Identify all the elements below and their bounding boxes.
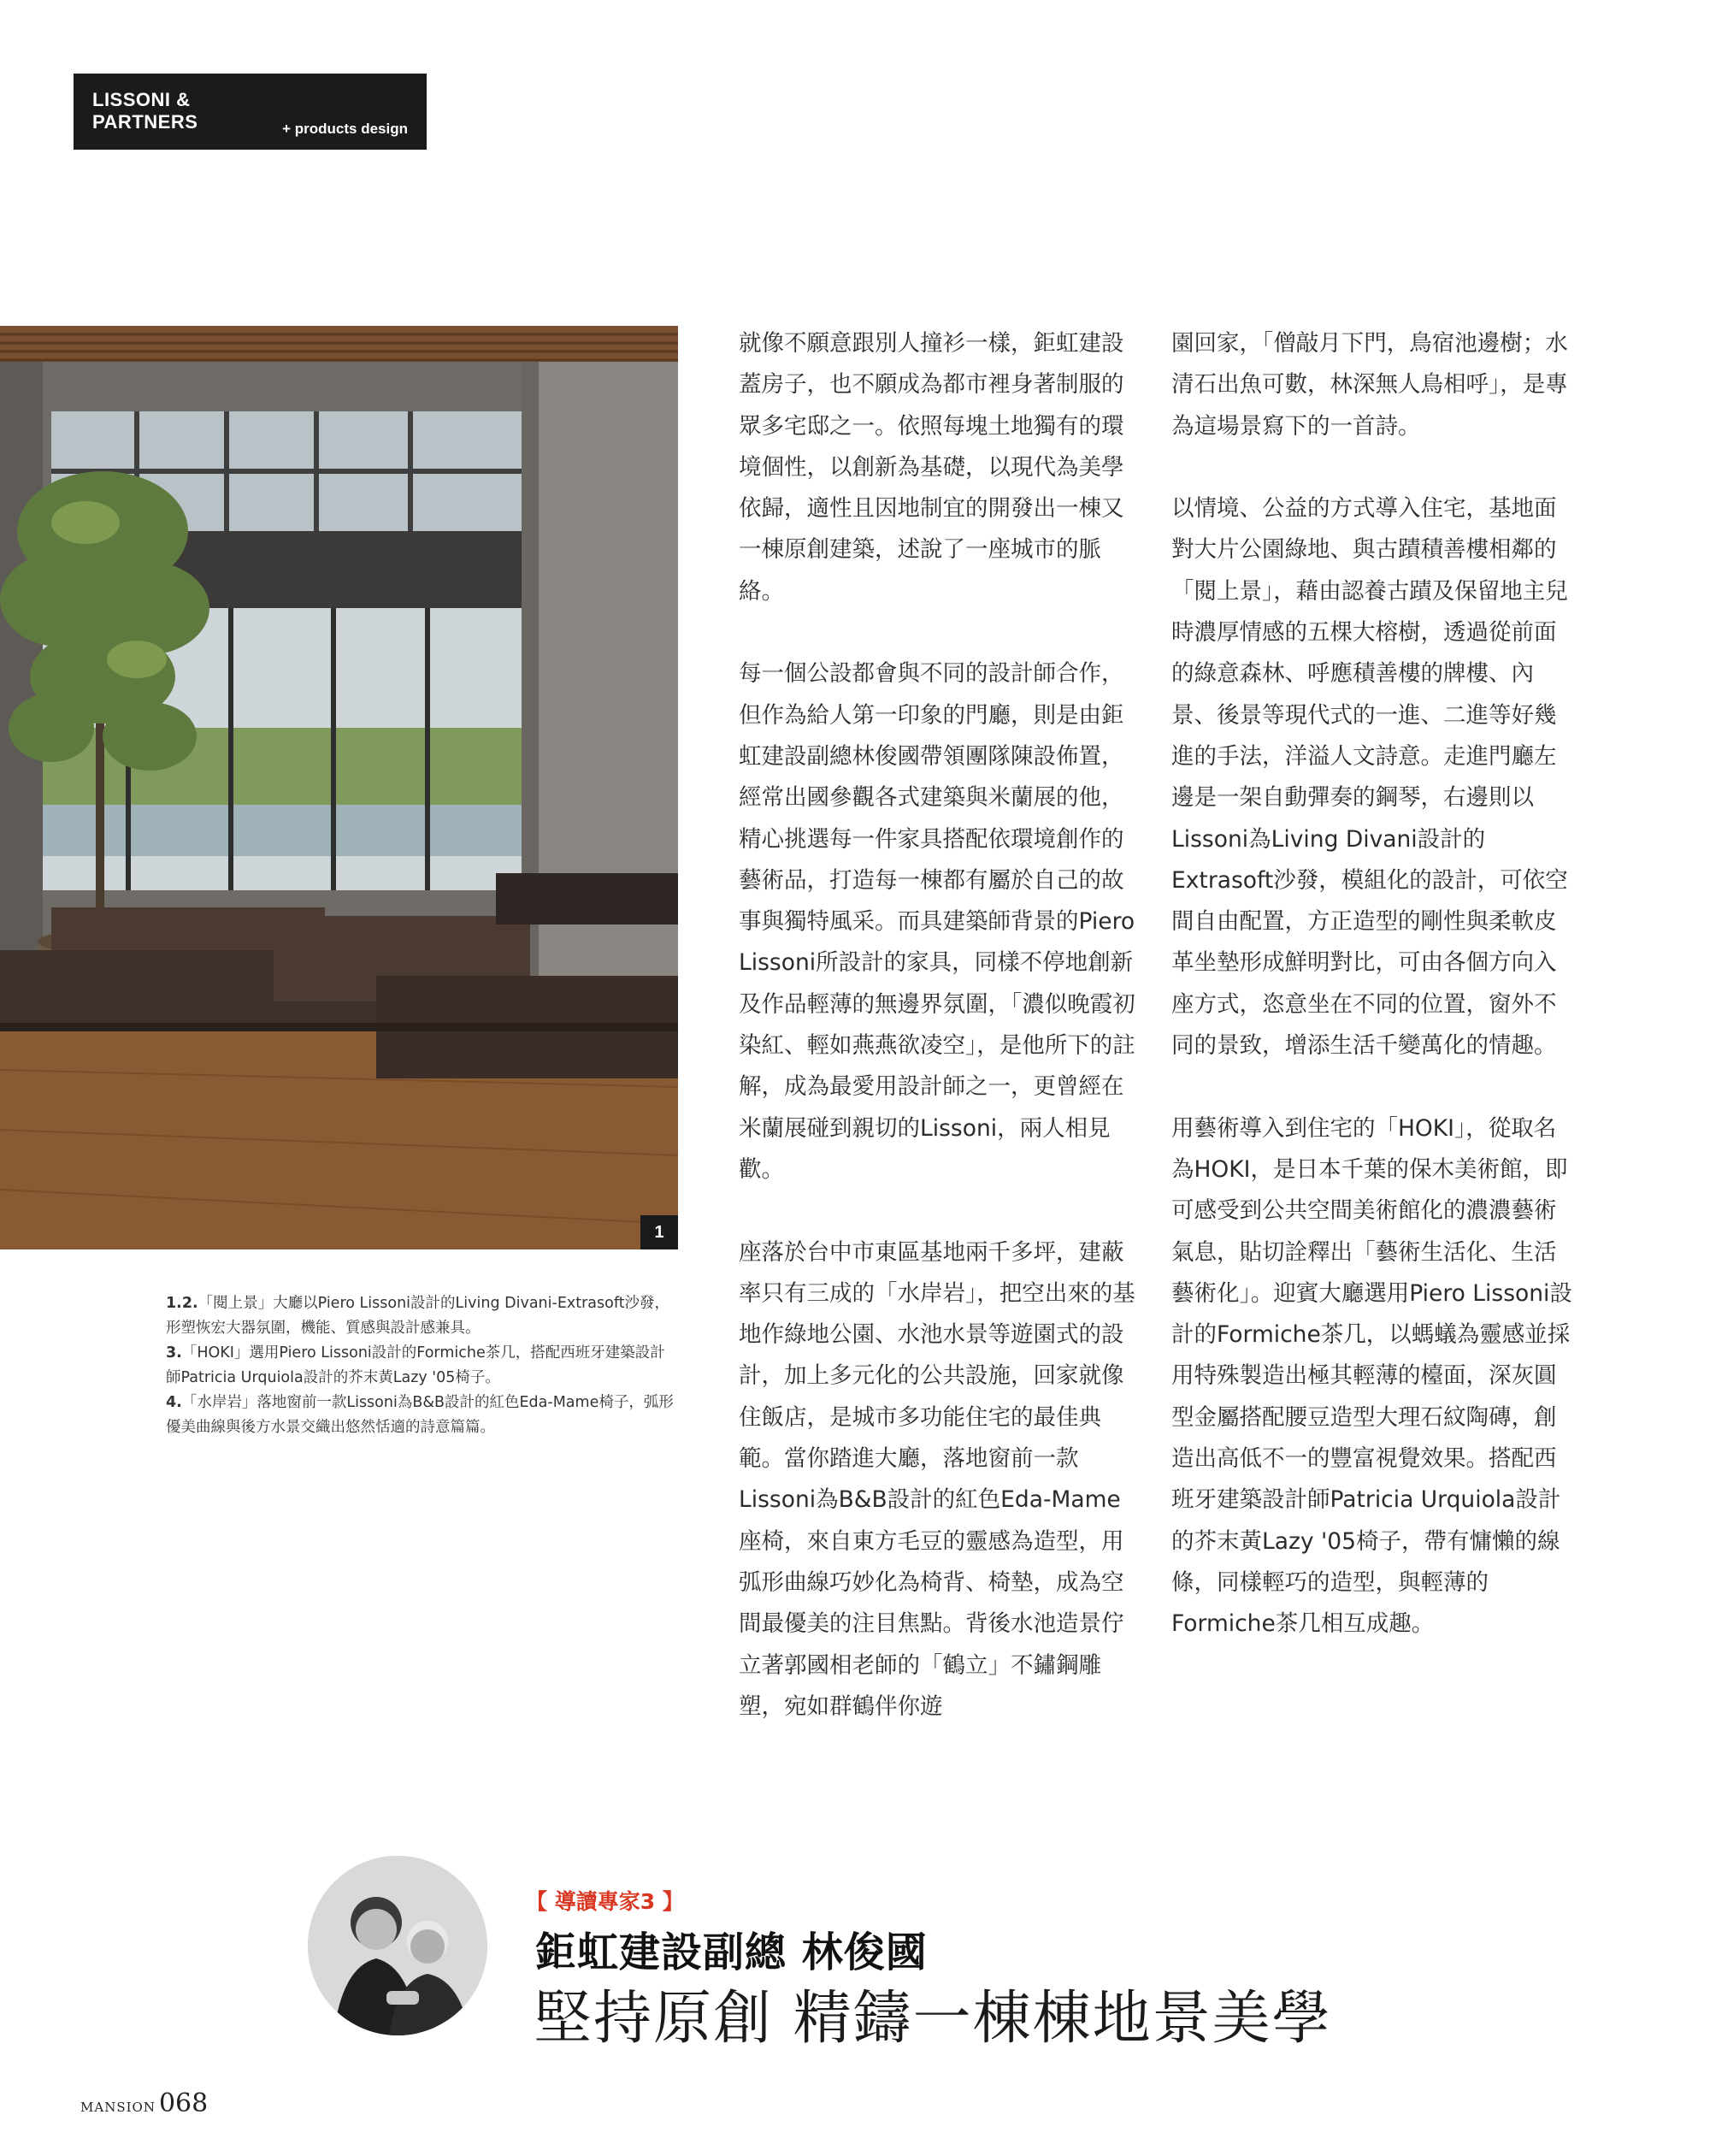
body-column-2	[1171, 323, 1573, 1645]
portrait-illustration	[308, 1856, 487, 2035]
photo-number-badge: 1	[640, 1215, 678, 1249]
lobby-illustration	[0, 326, 678, 1249]
body-paragraph: 座落於台中市東區基地兩千多坪，建蔽率只有三成的「水岸岩」，把空出來的基地作綠地公園、水池水景等遊園式的設計，加上多元化的公共設施，回家就像住飯店，是城市多功能住宅的最佳典範。當你踏進大廳，落地窗前一款Lissoni為B&B設計的紅色Eda-Mame座椅，來自東方毛豆的靈感為造型，用弧形曲線巧妙化為椅背、椅墊，成為空間最優美的注目焦點。背後水池造景佇立著郭國相老師的「鶴立」不鏽鋼雕塑，宛如群鶴伴你遊	[739, 1238, 1135, 1720]
header-brand: LISSONI & PARTNERS	[92, 89, 198, 133]
body-paragraph: 用藝術導入到住宅的「HOKI」，從取名為HOKI，是日本千葉的保木美術館，即可感受到公共空間美術館化的濃濃藝術氣息，貼切詮釋出「藝術生活化、生活藝術化」。迎賓大廳選用Piero Lissoni設計的Formiche茶几，以螞蟻為靈感並採用特殊製造出極其輕薄的檯面，深灰圓型金屬搭配腰豆造型大理石紋陶磚，創造出高低不一的豐富視覺效果。搭配西班牙建築設計師Patricia Urquiola設計的芥末黃Lazy '05椅子，帶有慵懶的線條，同樣輕巧的造型，與輕薄的Formiche茶几相互成趣。	[1171, 1114, 1572, 1638]
body-paragraph: 以情境、公益的方式導入住宅，基地面對大片公園綠地、與古蹟積善樓相鄰的「閱上景」，藉由認養古蹟及保留地主兒時濃厚情感的五棵大榕樹，透過從前面的綠意森林、呼應積善樓的牌樓、內景、後景等現代式的一進、二進等好幾進的手法，洋溢人文詩意。走進門廳左邊是一架自動彈奏的鋼琴，右邊則以Lissoni為Living Divani設計的Extrasoft沙發，模組化的設計，可依空間自由配置，方正造型的剛性與柔軟皮革坐墊形成鮮明對比，可由各個方向入座方式，恣意坐在不同的位置，窗外不同的景致，增添生活千變萬化的情趣。	[1171, 495, 1568, 1060]
body-paragraph: 每一個公設都會與不同的設計師合作，但作為給人第一印象的門廳，則是由鉅虹建設副總林俊國帶領團隊陳設佈置，經常出國參觀各式建築與米蘭展的他，精心挑選每一件家具搭配依環境創作的藝術品，打造每一棟都有屬於自己的故事與獨特風采。而具建築師背景的Piero Lissoni所設計的家具，同樣不停地創新及作品輕薄的無邊界氛圍，「濃似晚霞初染紅、輕如燕燕欲凌空」，是他所下的註解，成為最愛用設計師之一，更曾經在米蘭展碰到親切的Lissoni，兩人相見歡。	[739, 660, 1135, 1183]
article-headline: 堅持原創 精鑄一棟棟地景美學	[534, 1985, 1332, 2053]
page-number: 068	[158, 2088, 209, 2118]
page-folio	[80, 2088, 208, 2118]
lobby-photo	[0, 326, 678, 1249]
section-header-box	[74, 74, 427, 150]
expert-tag: 【 導讀專家3 】	[526, 1889, 684, 1914]
body-paragraph: 就像不願意跟別人撞衫一樣，鉅虹建設蓋房子，也不願成為都市裡身著制服的眾多宅邸之一。依照每塊土地獨有的環境個性，以創新為基礎，以現代為美學依歸，適性且因地制宜的開發出一棟又一棟原創建築，述說了一座城市的脈絡。	[739, 330, 1124, 605]
body-paragraph: 園回家，「僧敲月下門，鳥宿池邊樹；水清石出魚可數，林深無人鳥相呼」，是專為這場景寫下的一首詩。	[1171, 330, 1568, 440]
caption-item: 1.2.「閱上景」大廳以Piero Lissoni設計的Living Divani-Extrasoft沙發，形塑恢宏大器氛圍，機能、質感與設計感兼具。	[166, 1295, 670, 1337]
header-subtitle: + products design	[282, 121, 408, 137]
magazine-name: MANSION	[80, 2100, 156, 2115]
photo-caption	[166, 1291, 679, 1440]
expert-portrait	[308, 1856, 487, 2035]
body-column-1	[739, 323, 1141, 1728]
caption-item: 4.「水岸岩」落地窗前一款Lissoni為B&B設計的紅色Eda-Mame椅子，弧形優美曲線與後方水景交織出悠然恬適的詩意篇篇。	[166, 1394, 674, 1436]
caption-item: 3.「HOKI」選用Piero Lissoni設計的Formiche茶几，搭配西班牙建築設計師Patricia Urquiola設計的芥末黃Lazy '05椅子。	[166, 1344, 665, 1386]
expert-name: 鉅虹建設副總 林俊國	[535, 1929, 928, 1976]
